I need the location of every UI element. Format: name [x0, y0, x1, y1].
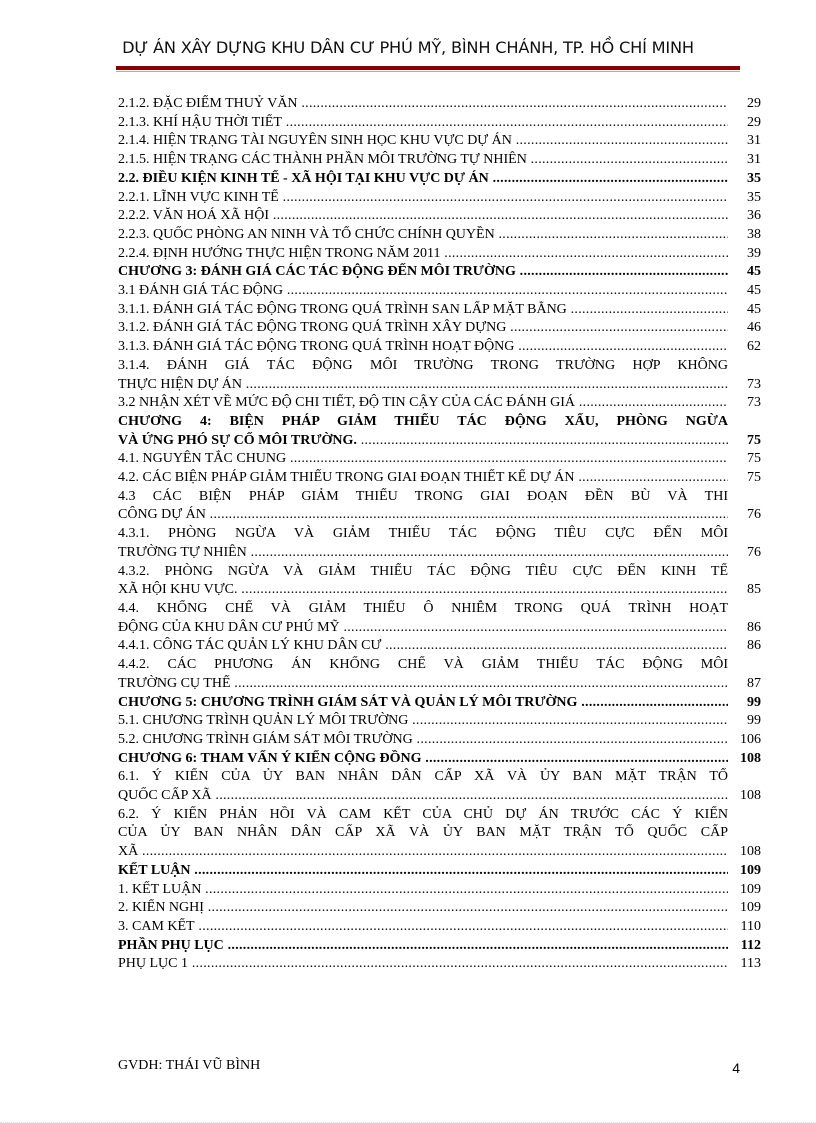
toc-entry[interactable] [118, 189, 761, 208]
toc-chapter-heading[interactable] [118, 937, 761, 956]
footer-page-number: 4 [732, 1060, 740, 1076]
toc-entry[interactable] [118, 357, 761, 394]
toc-entry-page: 45 [747, 301, 761, 317]
toc-entry[interactable] [118, 95, 761, 114]
toc-entry-title: PHẦN PHỤ LỤC ..... [118, 937, 728, 956]
toc-entry-title: CHƯƠNG 6: THAM VẤN Ý KIẾN CỘNG ĐỒNG ..... [118, 750, 728, 769]
toc-entry[interactable] [118, 132, 761, 151]
toc-entry[interactable] [118, 637, 761, 656]
toc-entry[interactable] [118, 338, 761, 357]
toc-entry-title: 2.2.3. QUỐC PHÒNG AN NINH VÀ TỔ CHỨC CHÍNH QUYỀN ..... [118, 226, 728, 245]
toc-entry-title: 4.4.1. CÔNG TÁC QUẢN LÝ KHU DÂN CƯ ..... [118, 637, 728, 656]
toc-entry-title: KẾT LUẬN ..... [118, 862, 728, 881]
toc-entry-page: 45 [747, 283, 761, 299]
toc-entry-page: 108 [740, 844, 761, 860]
toc-chapter-heading[interactable] [118, 750, 761, 769]
toc-entry-title-line1: 4.4.2. CÁC PHƯƠNG ÁN KHỐNG CHẾ VÀ GIẢM THIỂU TÁC ĐỘNG MÔI [118, 657, 728, 673]
toc-entry-page: 110 [740, 918, 761, 934]
toc-entry-title: CHƯƠNG 5: CHƯƠNG TRÌNH GIÁM SÁT VÀ QUẢN LÝ MÔI TRƯỜNG ..... [118, 694, 728, 713]
toc-entry[interactable] [118, 226, 761, 245]
toc-entry-page: 39 [747, 245, 761, 261]
toc-entry-page: 75 [747, 470, 761, 486]
toc-entry-page: 86 [747, 619, 761, 635]
toc-entry-page: 73 [747, 376, 761, 392]
toc-entry-page: 87 [747, 675, 761, 691]
toc-entry-title-line2: THỰC HIỆN DỰ ÁN ..... [118, 376, 728, 395]
toc-entry-title-line1: 4.3.2. PHÒNG NGỪA VÀ GIẢM THIỂU TÁC ĐỘNG TIÊU CỰC ĐẾN KINH TẾ [118, 563, 728, 579]
toc-entry-page: 31 [747, 152, 761, 168]
toc-entry-page: 36 [747, 208, 761, 224]
toc-entry[interactable] [118, 301, 761, 320]
toc-entry[interactable] [118, 319, 761, 338]
document-title: DỰ ÁN XÂY DỰNG KHU DÂN CƯ PHÚ MỸ, BÌNH CHÁNH, TP. HỒ CHÍ MINH [122, 38, 694, 57]
toc-entry-page: 35 [747, 170, 761, 186]
table-of-contents [118, 95, 761, 974]
toc-entry[interactable] [118, 245, 761, 264]
toc-entry-page: 76 [747, 507, 761, 523]
toc-entry[interactable] [118, 768, 761, 805]
toc-entry-title-line2: TRƯỜNG CỤ THỂ ..... [118, 675, 728, 694]
toc-entry[interactable] [118, 955, 761, 974]
toc-entry-title-line1: CHƯƠNG 4: BIỆN PHÁP GIẢM THIỂU TÁC ĐỘNG XẤU, PHÒNG NGỪA [118, 413, 728, 429]
toc-chapter-heading[interactable] [118, 694, 761, 713]
toc-chapter-heading[interactable] [118, 862, 761, 881]
toc-entry-title-line1: 3.1.4. ĐÁNH GIÁ TÁC ĐỘNG MÔI TRƯỜNG TRONG TRƯỜNG HỢP KHÔNG [118, 357, 728, 373]
toc-entry-title: 2. KIẾN NGHỊ ..... [118, 899, 728, 918]
toc-entry-page: 45 [747, 264, 761, 280]
toc-entry-title: 3.1.1. ĐÁNH GIÁ TÁC ĐỘNG TRONG QUÁ TRÌNH SAN LẤP MẶT BẰNG ..... [118, 301, 728, 320]
toc-entry[interactable] [118, 151, 761, 170]
toc-entry[interactable] [118, 881, 761, 900]
toc-entry-title: 2.1.5. HIỆN TRẠNG CÁC THÀNH PHẦN MÔI TRƯỜNG TỰ NHIÊN ..... [118, 151, 728, 170]
toc-entry-title: 2.1.3. KHÍ HẬU THỜI TIẾT ..... [118, 114, 728, 133]
toc-entry-title-line2: QUỐC CẤP XÃ ..... [118, 787, 728, 806]
toc-entry-page: 35 [747, 189, 761, 205]
toc-entry-title: 4.2. CÁC BIỆN PHÁP GIẢM THIỂU TRONG GIAI ĐOẠN THIẾT KẾ DỰ ÁN ..... [118, 469, 728, 488]
toc-chapter-heading[interactable] [118, 263, 761, 282]
toc-entry-page: 86 [747, 638, 761, 654]
toc-entry[interactable] [118, 899, 761, 918]
toc-entry-page: 108 [740, 750, 761, 766]
toc-entry-page: 109 [740, 900, 761, 916]
toc-entry[interactable] [118, 469, 761, 488]
toc-entry-title: 2.1.2. ĐẶC ĐIỂM THUỶ VĂN ..... [118, 95, 728, 114]
toc-entry-title: 3.1.2. ĐÁNH GIÁ TÁC ĐỘNG TRONG QUÁ TRÌNH XÂY DỰNG ..... [118, 319, 728, 338]
toc-entry-page: 113 [740, 956, 761, 972]
toc-entry[interactable] [118, 207, 761, 226]
toc-entry-page: 75 [747, 432, 761, 448]
toc-entry-title: 5.2. CHƯƠNG TRÌNH GIÁM SÁT MÔI TRƯỜNG ..... [118, 731, 728, 750]
toc-entry-title-line2: VÀ ỨNG PHÓ SỰ CỐ MÔI TRƯỜNG. ..... [118, 432, 728, 451]
toc-entry-title-line1: 4.4. KHỐNG CHẾ VÀ GIẢM THIỂU Ô NHIỄM TRONG QUÁ TRÌNH HOẠT [118, 600, 728, 616]
toc-section-heading[interactable] [118, 170, 761, 189]
toc-entry-page: 29 [747, 114, 761, 130]
toc-entry[interactable] [118, 656, 761, 693]
toc-entry-page: 73 [747, 395, 761, 411]
toc-entry-page: 38 [747, 226, 761, 242]
toc-entry-title: CHƯƠNG 3: ĐÁNH GIÁ CÁC TÁC ĐỘNG ĐẾN MÔI TRƯỜNG ..... [118, 263, 728, 282]
toc-chapter-heading[interactable] [118, 413, 761, 450]
toc-entry-title-line1: 4.3.1. PHÒNG NGỪA VÀ GIẢM THIỂU TÁC ĐỘNG TIÊU CỰC ĐẾN MÔI [118, 526, 728, 542]
toc-entry[interactable] [118, 600, 761, 637]
toc-entry[interactable] [118, 114, 761, 133]
toc-entry-title: 1. KẾT LUẬN ..... [118, 881, 728, 900]
toc-entry-page: 76 [747, 544, 761, 560]
toc-entry-title-line2: TRƯỜNG TỰ NHIÊN ..... [118, 544, 728, 563]
toc-entry-page: 85 [747, 582, 761, 598]
toc-entry-title-line1: 6.2. Ý KIẾN PHẢN HỒI VÀ CAM KẾT CỦA CHỦ DỰ ÁN TRƯỚC CÁC Ý KIẾN [118, 806, 728, 822]
toc-entry-page: 109 [740, 881, 761, 897]
toc-entry[interactable] [118, 282, 761, 301]
toc-entry-title: 3. CAM KẾT ..... [118, 918, 728, 937]
toc-entry-title-line1: 4.3 CÁC BIỆN PHÁP GIẢM THIỂU TRONG GIAI ĐOẠN ĐỀN BÙ VÀ THI [118, 488, 728, 504]
toc-entry[interactable] [118, 712, 761, 731]
toc-entry-title-line1b: CỦA ỦY BAN NHÂN DÂN CẤP XÃ VÀ ỦY BAN MẶT TRẬN TỔ QUỐC CẤP [118, 825, 728, 841]
toc-entry[interactable] [118, 918, 761, 937]
toc-entry-page: 109 [740, 862, 761, 878]
toc-entry[interactable] [118, 806, 761, 862]
toc-entry-title: 2.2.2. VĂN HOÁ XÃ HỘI ..... [118, 207, 728, 226]
toc-entry-title: 4.1. NGUYÊN TẮC CHUNG ..... [118, 450, 728, 469]
toc-entry-page: 108 [740, 788, 761, 804]
toc-entry[interactable] [118, 563, 761, 600]
toc-entry-page: 46 [747, 320, 761, 336]
toc-entry-page: 99 [747, 713, 761, 729]
toc-entry-page: 29 [747, 96, 761, 111]
header-rule-thin [116, 71, 740, 72]
toc-entry-page: 112 [740, 937, 761, 953]
toc-entry[interactable] [118, 525, 761, 562]
toc-entry-page: 31 [747, 133, 761, 149]
toc-entry-title: 2.2.4. ĐỊNH HƯỚNG THỰC HIỆN TRONG NĂM 2011 ..... [118, 245, 728, 264]
header-rule [116, 66, 740, 70]
toc-entry-page: 106 [740, 731, 761, 747]
toc-entry[interactable] [118, 731, 761, 750]
toc-entry-title: 3.1 ĐÁNH GIÁ TÁC ĐỘNG ..... [118, 282, 728, 301]
toc-entry-title: PHỤ LỤC 1 ..... [118, 955, 728, 974]
toc-entry-title: 2.2. ĐIỀU KIỆN KINH TẾ - XÃ HỘI TẠI KHU VỰC DỰ ÁN ..... [118, 170, 728, 189]
toc-entry-title: 5.1. CHƯƠNG TRÌNH QUẢN LÝ MÔI TRƯỜNG ..... [118, 712, 728, 731]
toc-entry-title: 3.2 NHẬN XÉT VỀ MỨC ĐỘ CHI TIẾT, ĐỘ TIN CẬY CỦA CÁC ĐÁNH GIÁ ..... [118, 394, 728, 413]
toc-entry[interactable] [118, 488, 761, 525]
toc-entry-title-line2: XÃ HỘI KHU VỰC. ..... [118, 581, 728, 600]
toc-entry-title: 2.1.4. HIỆN TRẠNG TÀI NGUYÊN SINH HỌC KHU VỰC DỰ ÁN ..... [118, 132, 728, 151]
toc-entry-title-line2: ĐỘNG CỦA KHU DÂN CƯ PHÚ MỸ ..... [118, 619, 728, 638]
toc-entry-page: 62 [747, 339, 761, 355]
toc-entry-page: 99 [747, 694, 761, 710]
toc-entry-page: 75 [747, 451, 761, 467]
toc-entry[interactable] [118, 394, 761, 413]
toc-entry-title-line1: 6.1. Ý KIẾN CỦA ỦY BAN NHÂN DÂN CẤP XÃ VÀ ỦY BAN MẶT TRẬN TỔ [118, 769, 728, 785]
toc-entry-title: 2.2.1. LĨNH VỰC KINH TẾ ..... [118, 189, 728, 208]
footer-instructor: GVDH: THÁI VŨ BÌNH [118, 1058, 261, 1073]
toc-entry-title-line2: XÃ ..... [118, 843, 728, 862]
toc-entry[interactable] [118, 450, 761, 469]
toc-entry-title: 3.1.3. ĐÁNH GIÁ TÁC ĐỘNG TRONG QUÁ TRÌNH HOẠT ĐỘNG ..... [118, 338, 728, 357]
toc-entry-title-line2: CÔNG DỰ ÁN ..... [118, 506, 728, 525]
